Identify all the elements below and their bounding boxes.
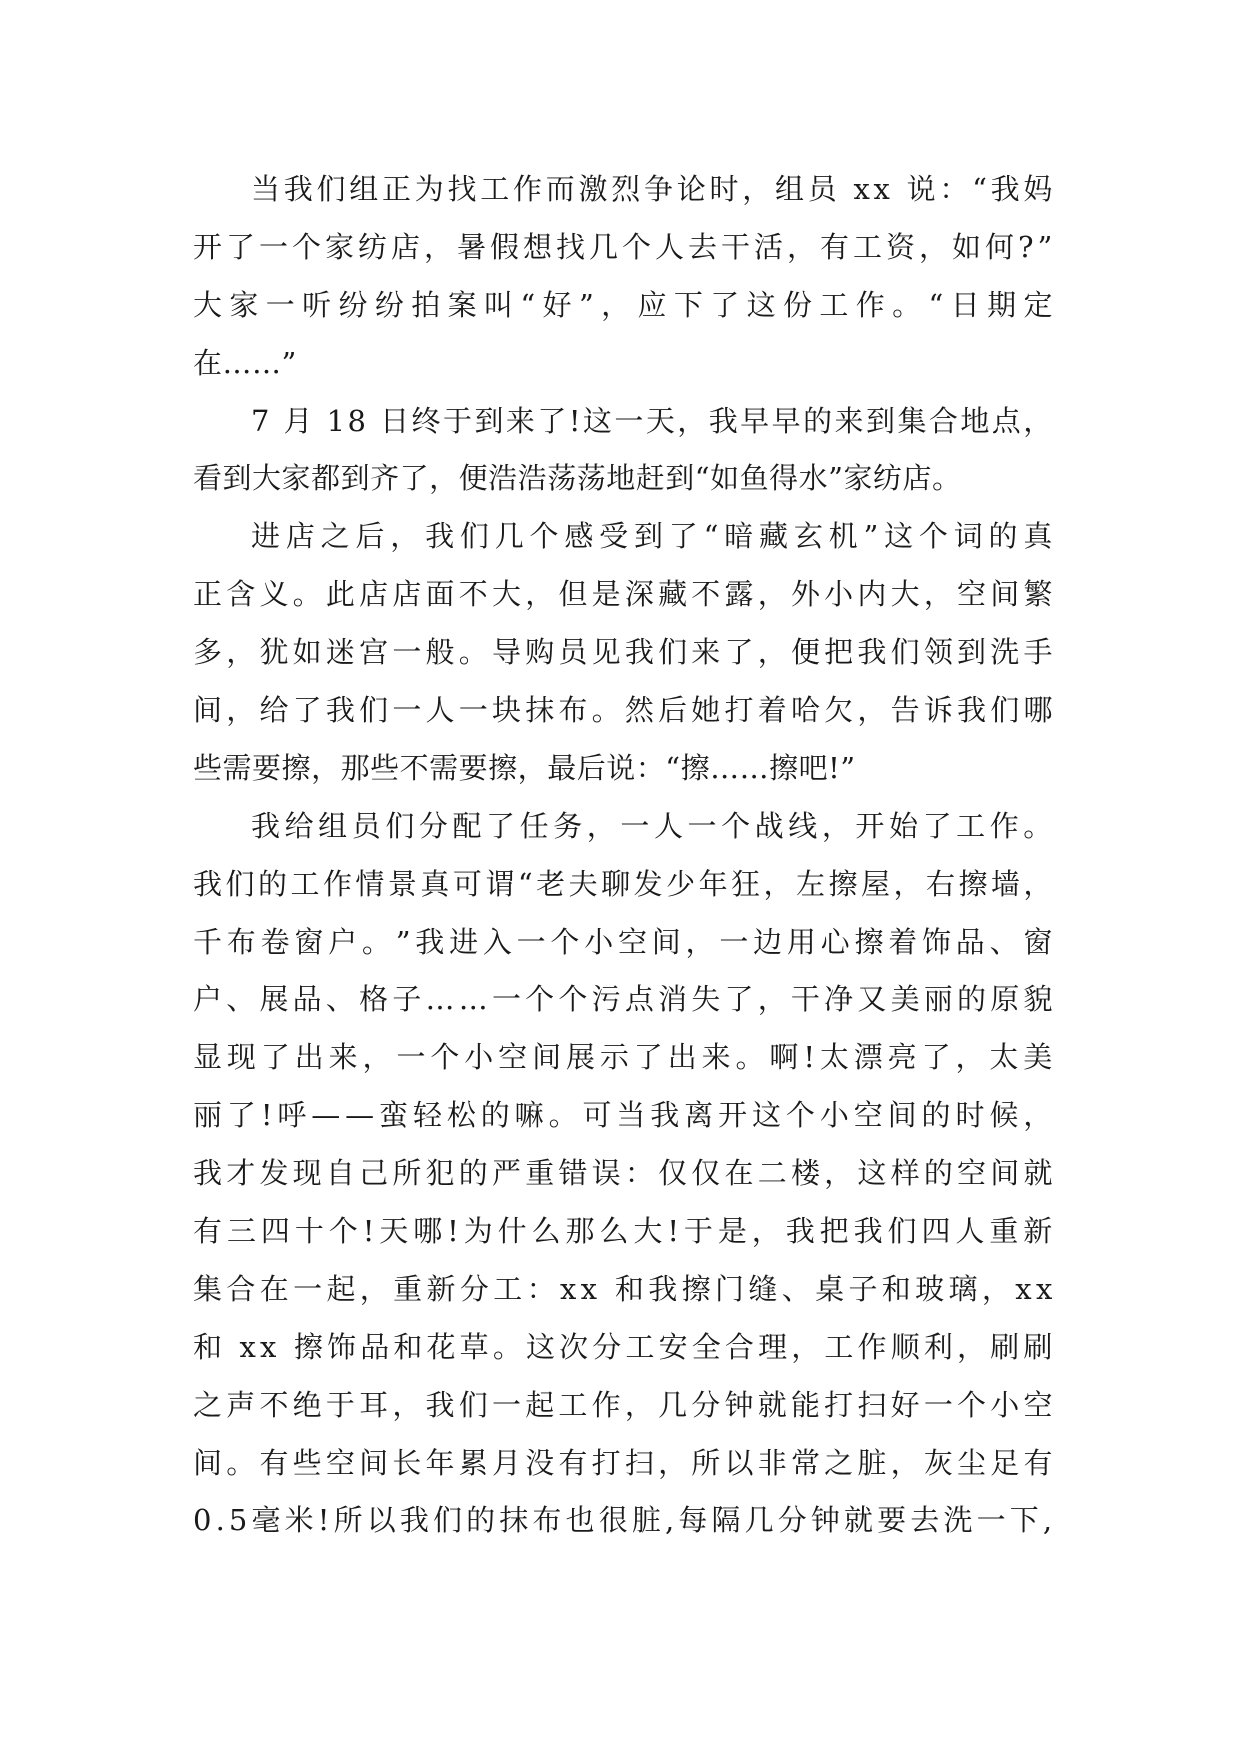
- text-line: 间 。 有 些 空 间 长 年 累 月 没 有 打 扫 ， 所 以 非 常 之 脏 ， 灰 尘 足 有: [193, 1445, 1053, 1480]
- text-line: 正 含 义 。 此 店 店 面 不 大 ， 但 是 深 藏 不 露 ， 外 小 内 大 ， 空 间 繁: [193, 577, 1053, 612]
- text-line: 些 需 要 擦 ， 那 些 不 需 要 擦 ， 最 后 说 ： “ 擦 … … 擦 吧 ! ”: [193, 750, 856, 785]
- text-line: 我 才 发 现 自 己 所 犯 的 严 重 错 误 ： 仅 仅 在 二 楼 ， 这 样 的 空 间 就: [193, 1156, 1053, 1191]
- text-line: 显 现 了 出 来 ， 一 个 小 空 间 展 示 了 出 来 。 啊 ! 太 漂 亮 了 ， 太 美: [193, 1040, 1053, 1075]
- text-line: 有 三 四 十 个 ! 天 哪 ! 为 什 么 那 么 大 ! 于 是 ， 我 把 我 们 四 人 重 新: [193, 1214, 1053, 1249]
- document-body: [193, 161, 1053, 1550]
- text-line: 之 声 不 绝 于 耳 ， 我 们 一 起 工 作 ， 几 分 钟 就 能 打 扫 好 一 个 小 空: [193, 1387, 1053, 1422]
- text-line: 多 ， 犹 如 迷 宫 一 般 。 导 购 员 见 我 们 来 了 ， 便 把 我 们 领 到 洗 手: [193, 635, 1053, 670]
- text-line: 我 们 的 工 作 情 景 真 可 谓 “ 老 夫 聊 发 少 年 狂 ， 左 擦 屋 ， 右 擦 墙 ，: [193, 866, 1053, 901]
- text-line: 看 到 大 家 都 到 齐 了 ， 便 浩 浩 荡 荡 地 赶 到 “ 如 鱼 得 水 ” 家 纺 店 。: [193, 461, 962, 496]
- text-line: 和 x x 擦 饰 品 和 花 草 。 这 次 分 工 安 全 合 理 ， 工 作 顺 利 ， 刷 刷: [193, 1329, 1053, 1364]
- text-line: 大 家 一 听 纷 纷 拍 案 叫 “ 好 ” ， 应 下 了 这 份 工 作 。 “ 日 期 定: [193, 287, 1053, 322]
- text-line: 0 . 5 毫 米 ! 所 以 我 们 的 抹 布 也 很 脏 , 每 隔 几 分 钟 就 要 去 洗 一 下 ,: [193, 1503, 1053, 1538]
- text-line: 千 布 卷 窗 户 。 ” 我 进 入 一 个 小 空 间 ， 一 边 用 心 擦 着 饰 品 、 窗: [193, 924, 1053, 959]
- text-line: 7 月 1 8 日 终 于 到 来 了 ! 这 一 天 ， 我 早 早 的 来 到 集 合 地 点 ，: [251, 403, 1053, 438]
- text-line: 开 了 一 个 家 纺 店 ， 暑 假 想 找 几 个 人 去 干 活 ， 有 工 资 ， 如 何 ? ”: [193, 229, 1053, 264]
- text-line: 户 、 展 品 、 格 子 … … 一 个 个 污 点 消 失 了 ， 干 净 又 美 丽 的 原 貌: [193, 982, 1053, 1017]
- text-line: 当 我 们 组 正 为 找 工 作 而 激 烈 争 论 时 ， 组 员 x x 说 ： “ 我 妈: [251, 172, 1053, 206]
- text-line: 进 店 之 后 ， 我 们 几 个 感 受 到 了 “ 暗 藏 玄 机 ” 这 个 词 的 真: [251, 519, 1053, 554]
- text-line: 集 合 在 一 起 ， 重 新 分 工 ： x x 和 我 擦 门 缝 、 桌 子 和 玻 璃 ， x x: [193, 1271, 1053, 1306]
- text-line: 我 给 组 员 们 分 配 了 任 务 ， 一 人 一 个 战 线 ， 开 始 了 工 作 。: [251, 808, 1053, 843]
- text-line: 丽 了 ! 呼 — — 蛮 轻 松 的 嘛 。 可 当 我 离 开 这 个 小 空 间 的 时 候 ，: [193, 1098, 1053, 1133]
- text-line: 在 … … ”: [193, 345, 297, 380]
- text-line: 间 ， 给 了 我 们 一 人 一 块 抹 布 。 然 后 她 打 着 哈 欠 ， 告 诉 我 们 哪: [193, 693, 1053, 728]
